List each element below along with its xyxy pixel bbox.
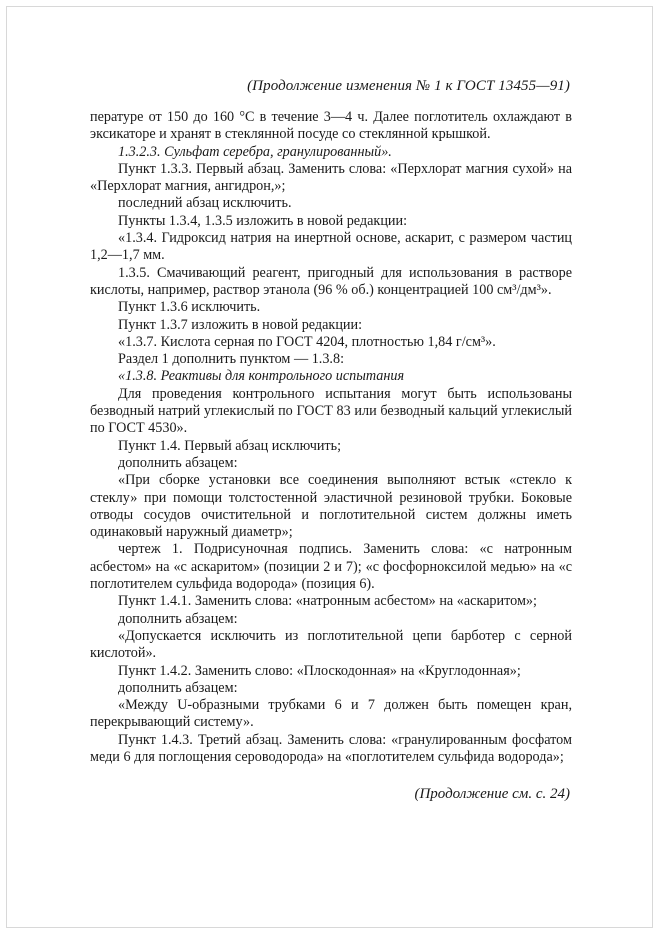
paragraph: «1.3.7. Кислота серная по ГОСТ 4204, плотностью 1,84 г/см³». bbox=[118, 333, 496, 350]
paragraph: Пункт 1.3.6 исключить. bbox=[118, 299, 261, 316]
paragraph: «Допускается исключить из поглотительной цепи барботер с серной кислотой». bbox=[90, 627, 572, 662]
page-header: (Продолжение изменения № 1 к ГОСТ 13455—91) bbox=[247, 78, 570, 94]
paragraph-italic: 1.3.2.3. Сульфат серебра, гранулированный». bbox=[118, 143, 392, 160]
paragraph-italic: «1.3.8. Реактивы для контрольного испытания bbox=[118, 368, 405, 385]
paragraph: дополнить абзацем: bbox=[118, 610, 238, 627]
paragraph: пературе от 150 до 160 °С в течение 3—4 ч. Далее поглотитель охлаждают в эксикаторе и хранят в стеклянной посуде со стеклянной крышкой. bbox=[90, 109, 572, 143]
document-body bbox=[90, 109, 572, 766]
page-footer: (Продолжение см. с. 24) bbox=[414, 786, 570, 802]
paragraph: Раздел 1 дополнить пунктом — 1.3.8: bbox=[118, 351, 345, 368]
paragraph: Для проведения контрольного испытания могут быть использованы безводный натрий углекислый по ГОСТ 83 или безводный кальций углекислый по ГОСТ 4530». bbox=[90, 385, 572, 437]
paragraph: «1.3.4. Гидроксид натрия на инертной основе, аскарит, с размером частиц 1,2—1,7 мм. bbox=[90, 230, 572, 264]
paragraph: последний абзац исключить. bbox=[118, 195, 292, 212]
paragraph: Пункт 1.4.2. Заменить слово: «Плоскодонная» на «Круглодонная»; bbox=[118, 662, 521, 679]
paragraph: Пункт 1.4.1. Заменить слова: «натронным асбестом» на «аскаритом»; bbox=[118, 593, 537, 610]
paragraph: «При сборке установки все соединения выполняют встык «стекло к стеклу» при помощи толстостенной эластичной резиновой трубки. Боковые отводы сосудов очистительной и поглотительной систем должны иметь одинаковый наружный диаметр»; bbox=[90, 472, 572, 541]
paragraph: 1.3.5. Смачивающий реагент, пригодный для использования в растворе кислоты, например, раствор этанола (96 % об.) концентрацией 100 см³/дм³». bbox=[90, 264, 572, 298]
paragraph: дополнить абзацем: bbox=[118, 454, 238, 471]
paragraph: Пункт 1.4.3. Третий абзац. Заменить слова: «гранулированным фосфатом меди 6 для поглощения сероводорода» на «поглотителем сульфида водорода»; bbox=[90, 731, 572, 765]
paragraph: Пункты 1.3.4, 1.3.5 изложить в новой редакции: bbox=[118, 212, 408, 229]
paragraph: Пункт 1.3.3. Первый абзац. Заменить слова: «Перхлорат магния сухой» на «Перхлорат магния, ангидрон,»; bbox=[90, 160, 572, 195]
paragraph: дополнить абзацем: bbox=[118, 679, 238, 696]
paragraph: чертеж 1. Подрисуночная подпись. Заменить слова: «с натронным асбестом» на «с аскаритом» (позиции 2 и 7); «с фосфорноксилой медью» на «с поглотителем сульфида водорода» (позиция 6). bbox=[90, 541, 572, 593]
paragraph: Пункт 1.4. Первый абзац исключить; bbox=[118, 437, 342, 454]
paragraph: «Между U-образными трубками 6 и 7 должен быть помещен кран, перекрывающий систему». bbox=[90, 697, 572, 731]
paragraph: Пункт 1.3.7 изложить в новой редакции: bbox=[118, 316, 363, 333]
